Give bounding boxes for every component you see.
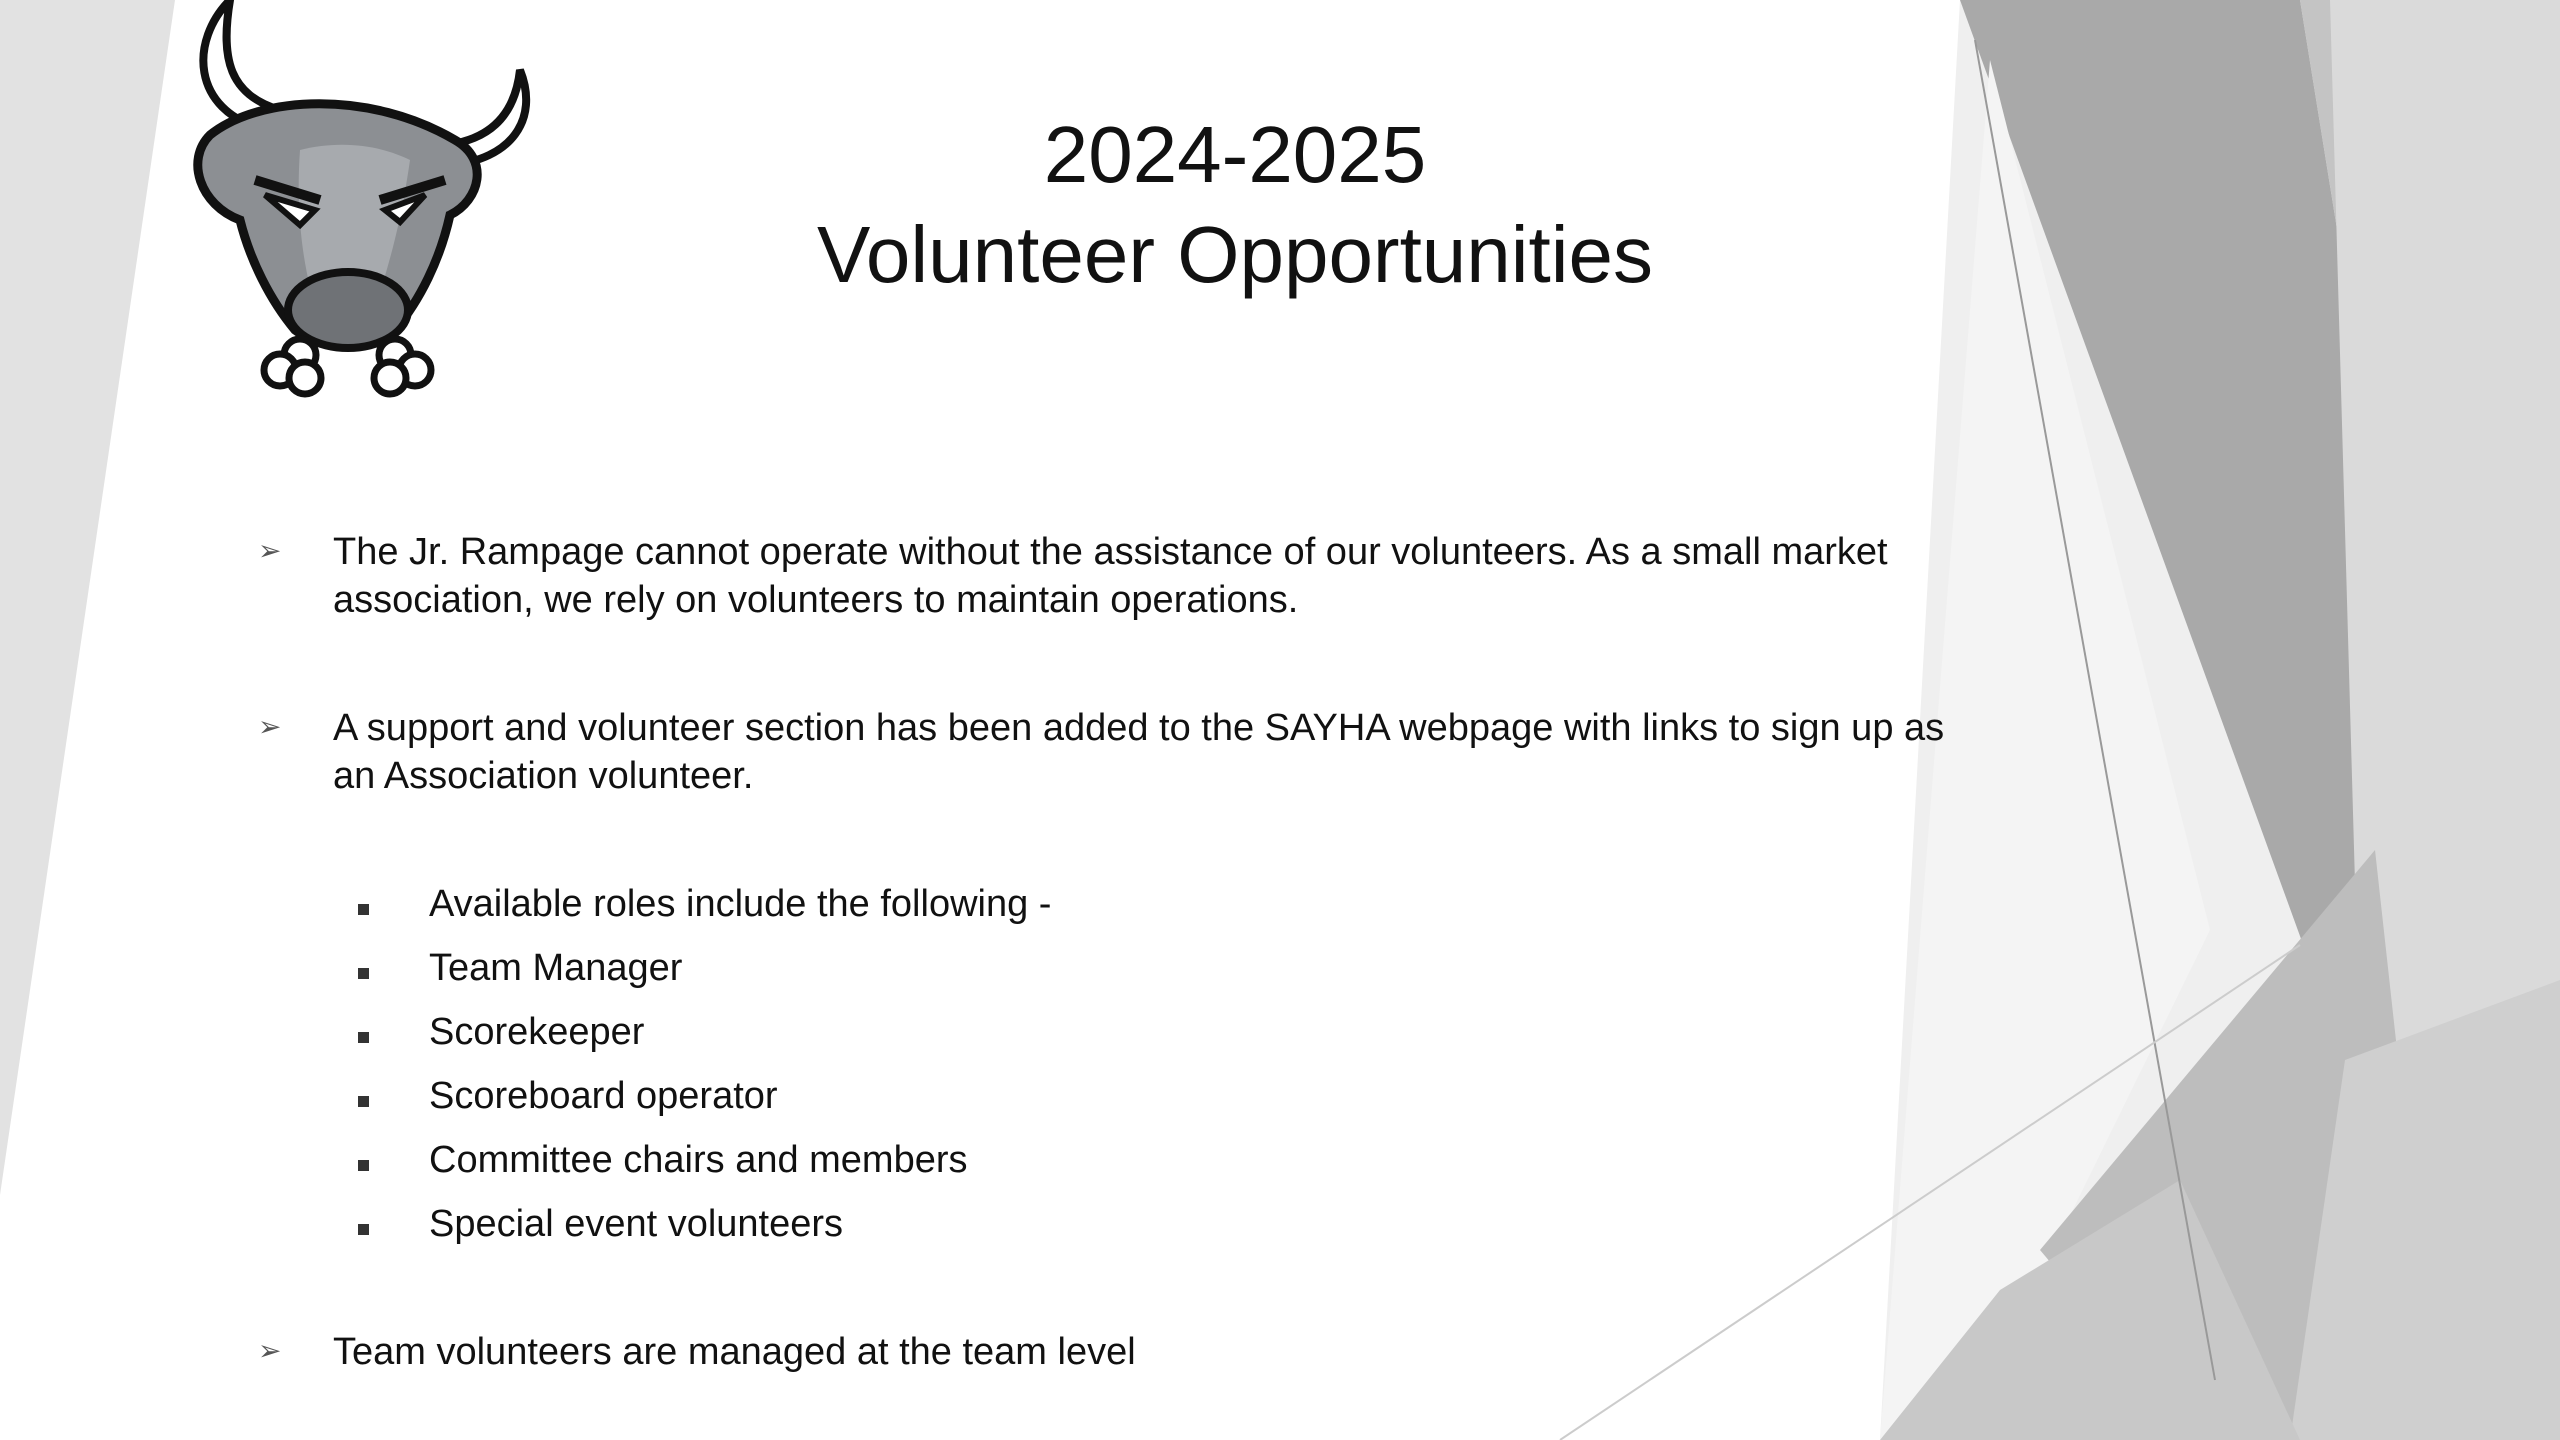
- square-bullet-icon: [358, 1096, 369, 1107]
- arrow-bullet-icon: ➢: [258, 1334, 282, 1367]
- bullet-text: A support and volunteer section has been added to the SAYHA webpage with links to sign up as an Association volunteer.: [333, 707, 1945, 797]
- title-year: 2024-2025: [1043, 110, 1427, 199]
- sub-bullet-text: Available roles include the following -: [429, 883, 1052, 925]
- square-bullet-icon: [358, 1224, 369, 1235]
- square-bullet-icon: [358, 1032, 369, 1043]
- sub-bullet-item: [0, 880, 2000, 932]
- title-main: Volunteer Opportunities: [816, 210, 1654, 299]
- sub-bullet-text: Team Manager: [429, 947, 683, 989]
- sub-bullet-text: Committee chairs and members: [429, 1139, 968, 1181]
- sub-bullet-item: [0, 1136, 2000, 1188]
- square-bullet-icon: [358, 904, 369, 915]
- sub-bullet-item: [0, 1200, 2000, 1252]
- sub-bullet-item: [0, 944, 2000, 996]
- square-bullet-icon: [358, 968, 369, 979]
- arrow-bullet-icon: ➢: [258, 534, 282, 567]
- square-bullet-icon: [358, 1160, 369, 1171]
- bullet-text: Team volunteers are managed at the team level: [333, 1331, 1136, 1373]
- sub-bullet-text: Special event volunteers: [429, 1203, 844, 1245]
- sub-bullet-text: Scorekeeper: [429, 1011, 645, 1053]
- bullet-text: The Jr. Rampage cannot operate without the assistance of our volunteers. As a small market association, we rely on volunteers to maintain operations.: [333, 531, 1888, 621]
- sub-bullet-item: [0, 1008, 2000, 1060]
- sub-bullet-item: [0, 1072, 2000, 1124]
- arrow-bullet-icon: ➢: [258, 710, 282, 743]
- sub-bullet-text: Scoreboard operator: [429, 1075, 778, 1117]
